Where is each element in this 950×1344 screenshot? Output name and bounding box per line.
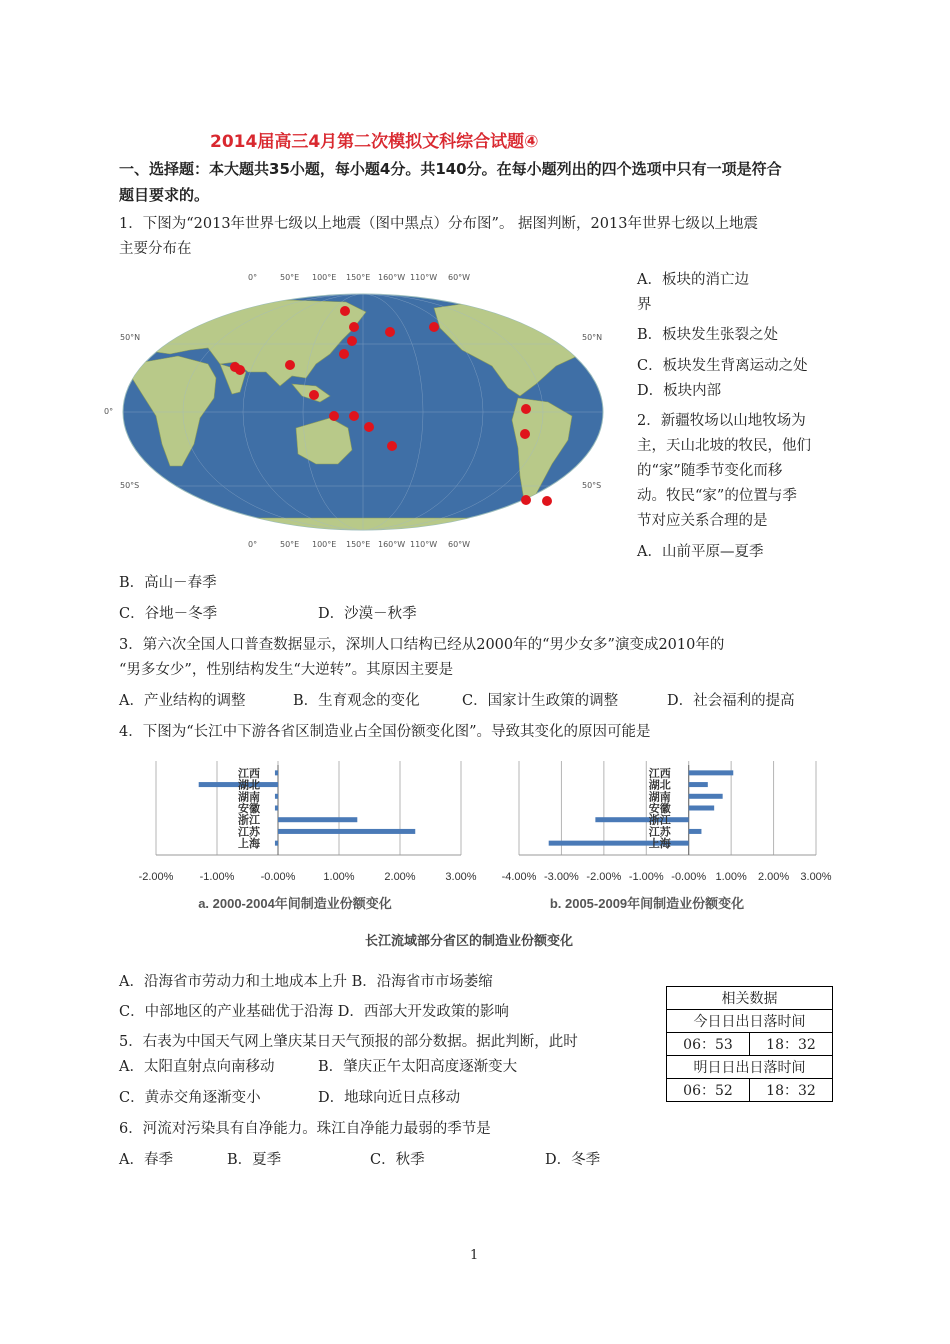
quake-dot [521, 495, 531, 505]
chart-b [502, 761, 832, 883]
quake-dot [542, 496, 552, 506]
q1-option-a: A．板块的消亡边 [637, 272, 749, 288]
quake-dot [285, 360, 295, 370]
lon-label-top: 160°W [378, 273, 406, 282]
q3-option-a: A．产业结构的调整 [119, 693, 246, 709]
chart-b-title: b. 2005-2009年间制造业份额变化 [549, 896, 745, 911]
bar [689, 782, 708, 787]
lon-label-top: 60°W [448, 273, 471, 282]
lat-label-left: 50°N [120, 333, 141, 342]
category-label: 上海 [238, 838, 260, 851]
q3-option-c: C．国家计生政策的调整 [462, 693, 619, 709]
category-label: 江西 [648, 767, 671, 780]
category-label: 浙江 [238, 814, 260, 827]
bar [689, 806, 714, 811]
q5-option-a: A．太阳直射点向南移动 [119, 1059, 275, 1075]
quake-dot [385, 327, 395, 337]
lon-label-bottom: 110°W [410, 540, 438, 549]
category-label: 上海 [648, 838, 671, 851]
bar [275, 770, 278, 775]
q1-option-a-cont: 界 [637, 297, 652, 313]
q1-option-d: D．板块内部 [637, 383, 722, 399]
q1-option-b: B．板块发生张裂之处 [637, 327, 779, 343]
lon-label-top: 110°W [410, 273, 438, 282]
quake-dot [235, 365, 245, 375]
category-label: 湖南 [648, 791, 671, 804]
bar [278, 817, 357, 822]
q4-option-cd: C．中部地区的产业基础优于沿海 D．西部大开发政策的影响 [119, 1004, 509, 1020]
quake-dot [309, 390, 319, 400]
q5-option-d: D．地球向近日点移动 [318, 1090, 461, 1106]
q6-stem: 6．河流对污染具有自净能力。珠江自净能力最弱的季节是 [119, 1121, 491, 1137]
bar [595, 817, 688, 822]
quake-dot [520, 429, 530, 439]
tomorrow-label: 明日日出日落时间 [667, 1056, 833, 1079]
table-header: 相关数据 [667, 987, 833, 1010]
q3-option-d: D．社会福利的提高 [667, 693, 795, 709]
x-tick-label: -3.00% [543, 871, 579, 883]
quake-dot [521, 404, 531, 414]
lat-label-left: 50°S [120, 481, 140, 490]
x-tick-label: 3.00% [800, 871, 832, 883]
lat-label-left: 0° [104, 407, 114, 416]
q2-option-d: D．沙漠－秋季 [318, 606, 417, 622]
bar [278, 829, 415, 834]
lon-label-bottom: 100°E [312, 540, 337, 549]
quake-dot [339, 349, 349, 359]
quake-dot [340, 306, 350, 316]
sunrise-sunset-table [666, 986, 833, 1102]
q2-stem-cont: 动。牧民“家”的位置与季 [637, 488, 797, 504]
tomorrow-sunset: 18：32 [750, 1079, 833, 1102]
q6-option-b: B．夏季 [227, 1152, 282, 1168]
section-heading-cont: 题目要求的。 [119, 186, 210, 204]
bar [275, 794, 278, 799]
q5-stem: 5．右表为中国天气网上肇庆某日天气预报的部分数据。据此判断，此时 [119, 1034, 578, 1050]
x-tick-label: 3.00% [445, 871, 477, 883]
category-label: 湖南 [238, 791, 260, 804]
section-heading: 一、选择题：本大题共35小题，每小题4分。共140分。在每小题列出的四个选项中只有一项是符合 [119, 160, 782, 178]
q6-option-d: D．冬季 [545, 1152, 601, 1168]
q4-option-ab: A．沿海省市劳动力和土地成本上升 B．沿海省市市场萎缩 [119, 974, 493, 990]
greenland-landmass [586, 290, 610, 318]
q3-stem: 3．第六次全国人口普查数据显示，深圳人口结构已经从2000年的“男少女多”演变成2010年的 [119, 637, 725, 653]
quake-dot [364, 422, 374, 432]
q5-option-b: B．肇庆正午太阳高度逐渐变大 [318, 1059, 518, 1075]
lon-label-bottom: 150°E [346, 540, 371, 549]
q2-option-a: A．山前平原—夏季 [637, 544, 764, 560]
x-tick-label: -2.00% [138, 871, 174, 883]
lon-label-bottom: 160°W [378, 540, 406, 549]
earthquake-world-map [104, 268, 610, 552]
category-label: 江西 [238, 767, 260, 780]
category-label: 安徽 [648, 803, 671, 815]
q2-stem-cont: 节对应关系合理的是 [637, 513, 768, 529]
x-tick-label: -1.00% [199, 871, 235, 883]
lon-label-top: 0° [248, 273, 258, 282]
today-sunset: 18：32 [750, 1033, 833, 1056]
bar [275, 806, 278, 811]
q1-stem: 1．下图为“2013年世界七级以上地震（图中黑点）分布图”。 据图判断，2013年世界七级以上地震 [119, 216, 758, 232]
q6-option-c: C．秋季 [370, 1152, 425, 1168]
x-tick-label: -0.00% [260, 871, 296, 883]
x-tick-label: -2.00% [586, 871, 622, 883]
quake-dot [349, 322, 359, 332]
q3-option-b: B．生育观念的变化 [293, 693, 420, 709]
lat-label-right: 50°N [582, 333, 603, 342]
category-label: 安徽 [238, 803, 260, 815]
lon-label-top: 100°E [312, 273, 337, 282]
category-label: 江苏 [648, 826, 671, 839]
q2-option-c: C．谷地－冬季 [119, 606, 218, 622]
x-tick-label: -1.00% [628, 871, 664, 883]
lon-label-bottom: 60°W [448, 540, 471, 549]
q2-stem: 2．新疆牧场以山地牧场为 [637, 413, 806, 429]
lon-label-top: 150°E [346, 273, 371, 282]
x-tick-label: -0.00% [671, 871, 707, 883]
tomorrow-sunrise: 06：52 [667, 1079, 750, 1102]
q6-option-a: A．春季 [119, 1152, 173, 1168]
chart-caption: 长江流域部分省区的制造业份额变化 [364, 933, 574, 948]
page-title: 2014届高三4月第二次模拟文科综合试题④ [210, 132, 539, 152]
x-tick-label: 1.00% [715, 871, 747, 883]
x-tick-label: 1.00% [323, 871, 355, 883]
q1-stem-cont: 主要分布在 [119, 241, 192, 257]
today-sunrise: 06：53 [667, 1033, 750, 1056]
chart-a [139, 761, 477, 883]
bar [275, 841, 278, 846]
lon-label-bottom: 50°E [280, 540, 300, 549]
page-number: 1 [470, 1248, 479, 1263]
category-label: 浙江 [648, 814, 671, 827]
chart-a-title: a. 2000-2004年间制造业份额变化 [198, 896, 392, 911]
quake-dot [329, 411, 339, 421]
lat-label-right: 50°S [582, 481, 602, 490]
quake-dot [347, 336, 357, 346]
category-label: 江苏 [238, 826, 260, 839]
quake-dot [387, 441, 397, 451]
bar [689, 829, 702, 834]
q1-option-c: C．板块发生背离运动之处 [637, 358, 808, 374]
q5-option-c: C．黄赤交角逐渐变小 [119, 1090, 261, 1106]
bar [689, 770, 734, 775]
q2-stem-cont: 的“家”随季节变化而移 [637, 463, 783, 479]
lon-label-bottom: 0° [248, 540, 258, 549]
q3-stem-cont: “男多女少”，性别结构发生“大逆转”。其原因主要是 [119, 662, 454, 678]
lon-label-top: 50°E [280, 273, 300, 282]
bar [689, 794, 723, 799]
category-label: 湖北 [648, 779, 671, 792]
q2-stem-cont: 主，天山北坡的牧民，他们 [637, 438, 811, 454]
quake-dot [429, 322, 439, 332]
x-tick-label: -4.00% [501, 871, 537, 883]
q2-option-b: B．高山－春季 [119, 575, 217, 591]
x-tick-label: 2.00% [757, 871, 790, 883]
q4-stem: 4．下图为“长江中下游各省区制造业占全国份额变化图”。导致其变化的原因可能是 [119, 724, 651, 740]
manufacturing-share-charts [115, 755, 840, 955]
x-tick-label: 2.00% [384, 871, 416, 883]
today-label: 今日日出日落时间 [667, 1010, 833, 1033]
category-label: 湖北 [238, 779, 260, 792]
quake-dot [349, 411, 359, 421]
